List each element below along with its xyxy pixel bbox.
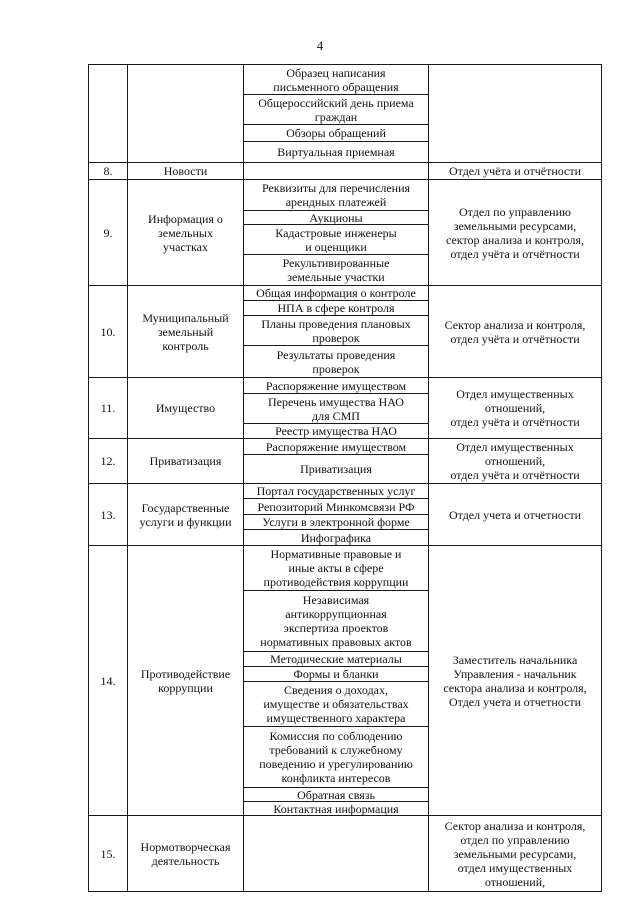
subsection-item: Распоряжение имуществом: [265, 439, 407, 454]
subsection-item: Виртуальная приемная: [277, 145, 395, 159]
subsection-item: Комиссия по соблюдению требований к служебному поведению и урегулированию конфликта интересов: [259, 729, 413, 785]
section-name: Противодействие коррупции: [140, 666, 231, 695]
subsection-item: Результаты проведения проверок: [276, 347, 396, 376]
subsection-item: Инфографика: [300, 530, 372, 545]
subsection-item: Планы проведения плановых проверок: [261, 316, 411, 345]
subsection-item: Обзоры обращений: [286, 126, 386, 140]
subsection-item: Общероссийский день приема граждан: [258, 95, 414, 124]
subsection-item: Аукционы: [309, 210, 363, 225]
row-number: 11.: [100, 401, 116, 415]
section-name: Новости: [163, 164, 208, 178]
responsible-unit: Отдел по управлению земельными ресурсами, сектор анализа и контроля, отдел учёта и отчётности: [445, 204, 585, 261]
row-number: 15.: [100, 846, 116, 861]
responsible-unit: Отдел учёта и отчётности: [448, 164, 582, 178]
section-name: [129, 65, 242, 162]
row-divider: [88, 891, 602, 892]
section-name: Информация о земельных участках: [148, 211, 223, 254]
row-number: [90, 65, 126, 162]
subsection-item: Портал государственных услуг: [256, 484, 416, 498]
table-rule-vertical: [127, 64, 128, 892]
subsection-item: Реестр имущества НАО: [275, 424, 397, 438]
subsection-item: Контактная информация: [273, 801, 399, 816]
subsection-item: Нормативные правовые и иные акты в сфере противодействия коррупции: [263, 547, 409, 589]
subsection-item: Сведения о доходах, имуществе и обязательствах имущественного характера: [263, 683, 409, 725]
section-name: Приватизация: [149, 454, 222, 468]
row-number: 8.: [103, 164, 113, 178]
subsection-item: Приватизация: [300, 462, 372, 476]
row-number: 9.: [103, 225, 113, 240]
subsection-item: Услуги в электронной форме: [262, 515, 410, 529]
subsection-item: [245, 816, 427, 891]
subsection-item: Общая информация о контроле: [256, 286, 416, 300]
subsection-item: Реквизиты для перечисления арендных платежей: [261, 181, 411, 209]
row-number: 10.: [100, 324, 116, 339]
responsible-unit: [430, 65, 600, 162]
subsection-item: Кадастровые инженеры и оценщики: [275, 225, 397, 254]
subsection-item: Обратная связь: [297, 787, 375, 802]
subsection-item: Формы и бланки: [293, 667, 379, 681]
subsection-item: Репозиторий Минкомсвязи РФ: [257, 499, 415, 514]
responsible-unit: Отдел учета и отчетности: [448, 507, 582, 522]
row-number: 14.: [100, 673, 116, 688]
table-rule-vertical: [243, 64, 244, 892]
subsection-item: Рекультивированные земельные участки: [282, 256, 390, 284]
section-name: Нормотворческая деятельность: [140, 839, 231, 868]
section-name: Государственные услуги и функции: [139, 500, 232, 529]
row-number: 12.: [100, 454, 116, 468]
responsible-unit: Заместитель начальника Управления - начальник сектора анализа и контроля, Отдел учета и отчетности: [443, 652, 587, 709]
table-rule-vertical: [601, 64, 602, 892]
row-number: 13.: [100, 507, 116, 522]
table-rule-vertical: [428, 64, 429, 892]
subsection-item: Методические материалы: [270, 652, 402, 666]
responsible-unit: Сектор анализа и контроля, отдел по управлению земельными ресурсами, отдел имущественных отношений,: [444, 818, 586, 889]
responsible-unit: Отдел имущественных отношений, отдел учёта и отчётности: [450, 440, 580, 482]
subsection-item: НПА в сфере контроля: [277, 301, 395, 315]
page-number: 4: [316, 38, 324, 53]
section-name: Муниципальный земельный контроль: [142, 310, 229, 353]
subsection-item: [245, 163, 427, 179]
subsection-item: Независимая антикоррупционная экспертиза проектов нормативных правовых актов: [260, 593, 412, 649]
responsible-unit: Сектор анализа и контроля, отдел учёта и отчётности: [444, 317, 586, 346]
responsible-unit: Отдел имущественных отношений, отдел учёта и отчётности: [450, 387, 580, 429]
section-name: Имущество: [155, 401, 216, 415]
subsection-item: Перечень имущества НАО для СМП: [268, 394, 404, 423]
table-rule-vertical: [88, 64, 89, 892]
subsection-item: Распоряжение имуществом: [265, 378, 407, 393]
subsection-item: Образец написания письменного обращения: [273, 65, 399, 94]
